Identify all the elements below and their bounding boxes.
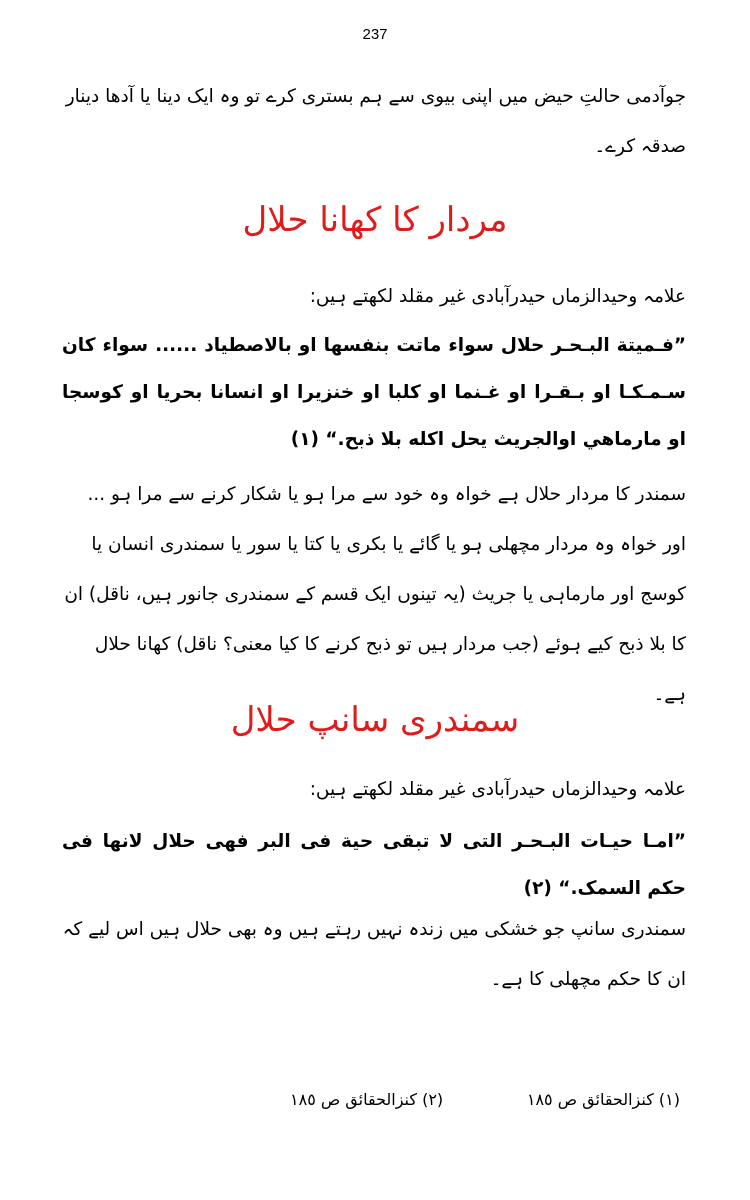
footnote-1: (١) کنزالحقائق ص ١٨٥ <box>526 1090 680 1109</box>
footnote-2: (٢) کنزالحقائق ص ١٨٥ <box>290 1090 444 1109</box>
section1-intro: علامہ وحیدالزماں حیدرآبادی غیر مقلد لکھتے ہیں: <box>309 286 686 307</box>
section-heading-sea-snake: سمندری سانپ حلال <box>230 700 520 740</box>
opening-paragraph: جوآدمی حالتِ حیض میں اپنی بیوی سے ہم بستری کرے تو وہ ایک دینا یا آدھا دینار صدقہ کرے۔ <box>65 86 686 157</box>
section1-arabic-quote: ”فـميتة البـحـر حلال سواء ماتت بنفسها او بالاصطياد ...... سواء كان سـمـكـا او بـقـرا او غـنما او كلبا او خنزيرا او انسانا بحريا او كوسجا او مارماهي اوالجريث يحل اكله بلا ذبح.“ (١) <box>62 335 686 450</box>
section2-arabic-quote: ”امـا حيـات البـحـر التى لا تبقى حية فى البر فهى حلال لانها فى حكم السمک.“ (٢) <box>62 831 686 899</box>
section1-urdu-translation: سمندر کا مردار حلال ہے خواہ وہ خود سے مرا ہو یا شکار کرنے سے مرا ہو ... اور خواہ وہ مردار مچھلی ہو یا گائے یا بکری یا کتا یا سور یا سمندری انسان یا کوسج اور مارماہی یا جریث (یہ تینوں ایک قسم کے سمندری جانور ہیں، ناقل) ان کا بلا ذبح کیے ہوئے (جب مردار ہیں تو ذبح کرنے کا کیا معنی؟ ناقل) کھانا حلال ہے۔ <box>64 484 686 705</box>
section2-urdu-translation: سمندری سانپ جو خشکی میں زندہ نہیں رہتے ہیں وہ بھی حلال ہیں اس لیے کہ ان کا حکم مچھلی کا ہے۔ <box>62 919 686 990</box>
footnotes <box>290 1090 680 1109</box>
section-heading-carrion: مردار کا کھانا حلال <box>242 200 508 240</box>
page-number: 237 <box>362 26 388 43</box>
section2-intro: علامہ وحیدالزماں حیدرآبادی غیر مقلد لکھتے ہیں: <box>309 779 686 800</box>
